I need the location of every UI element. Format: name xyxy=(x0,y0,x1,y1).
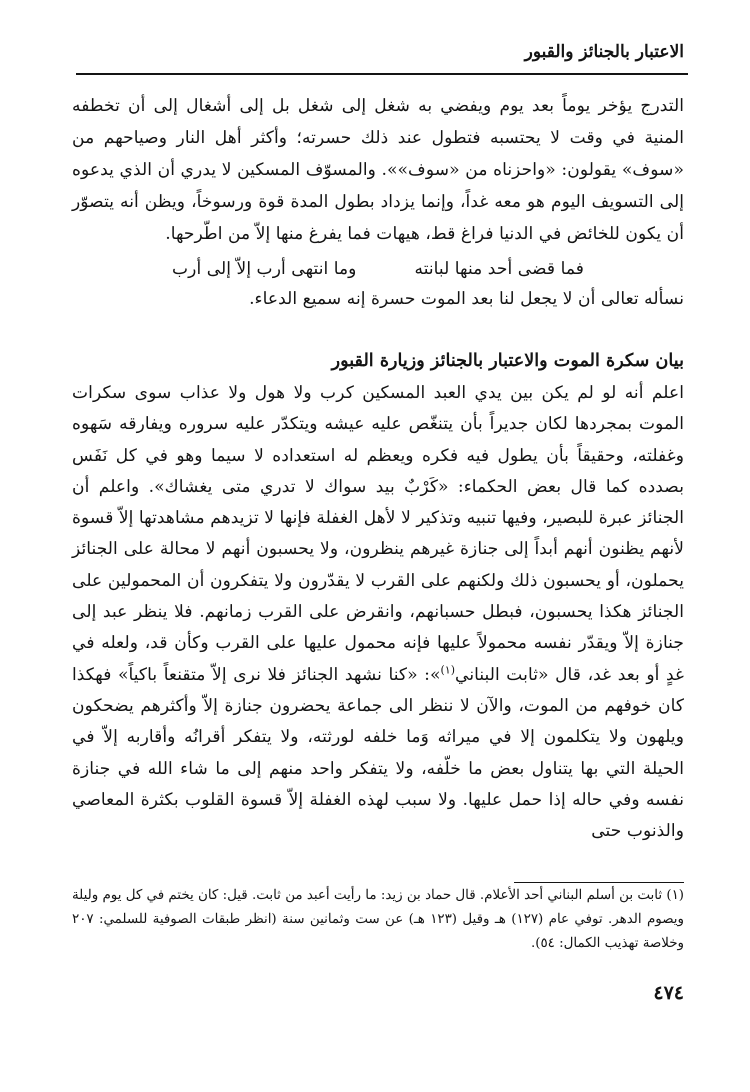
footnote-marker[interactable]: (١) xyxy=(440,662,456,676)
section-body-part-2: »: «كنا نشهد الجنائز فلا نرى إلاّ متقنعاً باكياً» فهكذا كان خوفهم من الموت، والآن لا ننظر الى جماعة يحضرون جنازة إلاّ وأكثرهم يضحكون ويلهون ولا يتكلمون إلا في ميراثه وَما خلفه لورثته، ولا يتفكر أقرانُه وأقاربه إلاّ في الحيلة التي بها يتناول بعض ما خلّفه، ولا يتفكر واحد منهم إلى ما شاء الله في جنازة نفسه وفي حاله إذا حمل عليها. ولا سبب لهذه الغفلة إلاّ قسوة القلوب بكثرة المعاصي والذنوب حتى xyxy=(72,664,684,842)
section-heading: بيان سكرة الموت والاعتبار بالجنائز وزيارة القبور xyxy=(331,350,684,371)
closing-line: نسأله تعالى أن لا يجعل لنا بعد الموت حسرة إنه سميع الدعاء. xyxy=(249,289,684,309)
header-rule xyxy=(76,73,688,75)
verse-hemistich-2: وما انتهى أرب إلاّ إلى أرب xyxy=(172,259,357,279)
footnote-rule xyxy=(514,882,684,883)
running-title: الاعتبار بالجنائز والقبور xyxy=(524,42,684,62)
section-body-part-1: اعلم أنه لو لم يكن بين يدي العبد المسكين كرب ولا هول ولا عذاب سوى سكرات الموت بمجردها لكان جديراً بأن يتنغّص عليه عيشه ويتكدّر عليه سروره ويفارقه سَهوه وغفلته، وحقيقاً بأن يطول فيه فكره ويعظم له استعداده لا سيما وهو في كل نَفَس بصدده كما قال بعض الحكماء: «كَرْبٌ بيد سواك لا تدري متى يغشاك». واعلم أن الجنائز عبرة للبصير، وفيها تنبيه وتذكير لا لأهل الغفلة فإنها لا تزيدهم مشاهدتها إلاّ قسوة لأنهم يظنون أنهم أبداً إلى جنازة غيرهم ينظرون، ولا يحسبون أنهم لا محالة على الجنائز يحملون، أو يحسبون ذلك ولكنهم على القرب لا يقدّرون ولا يتفكرون أن المحمولين على الجنائز هكذا يحسبون، فبطل حسبانهم، وانقرض على القرب زمانهم. فلا ينظر عبد إلى جنازة إلاّ ويقدّر نفسه محمولاً عليها فإنه محمول عليها على القرب وكأن قد، ولعله في غدٍ أو بعد غد، قال «ثابت البناني xyxy=(71,383,684,685)
paragraph-1: التدرج يؤخر يوماً بعد يوم ويفضي به شغل إلى شغل بل إلى أشغال إلى أن تخطفه المنية في وقت لا يحتسبه فتطول عند ذلك حسرته؛ وأكثر أهل النار وصياحهم من «سوف» يقولون: «واحزناه من «سوف»». والمسوّف المسكين لا يدري أن الذي يدعوه إلى التسويف اليوم هو معه غداً، وإنما يزداد بطول المدة قوة ورسوخاً، ويظن أنه يتصوّر أن يكون للخائض في الدنيا فراغ قط، هيهات فما يفرغ منها إلاّ من اطّرحها. xyxy=(72,96,684,244)
footnote: (١) ثابت بن أسلم البناني أحد الأعلام. قال حماد بن زيد: ما رأيت أعبد من ثابت. قيل: كان يختم في كل يوم وليلة ويصوم الدهر. توفي عام (١٢٧) هـ وقيل (١٢٣ هـ) عن ست وثمانين سنة (انظر طبقات الصوفية للسلمي: ٢٠٧ وخلاصة تهذيب الكمال: ٥٤). xyxy=(72,888,684,951)
body-text xyxy=(72,90,684,847)
section-body xyxy=(72,378,684,847)
verse-hemistich-1: فما قضى أحد منها لبانته xyxy=(414,259,584,279)
poetry-verse xyxy=(72,254,684,284)
page-number: ٤٧٤ xyxy=(653,982,684,1004)
